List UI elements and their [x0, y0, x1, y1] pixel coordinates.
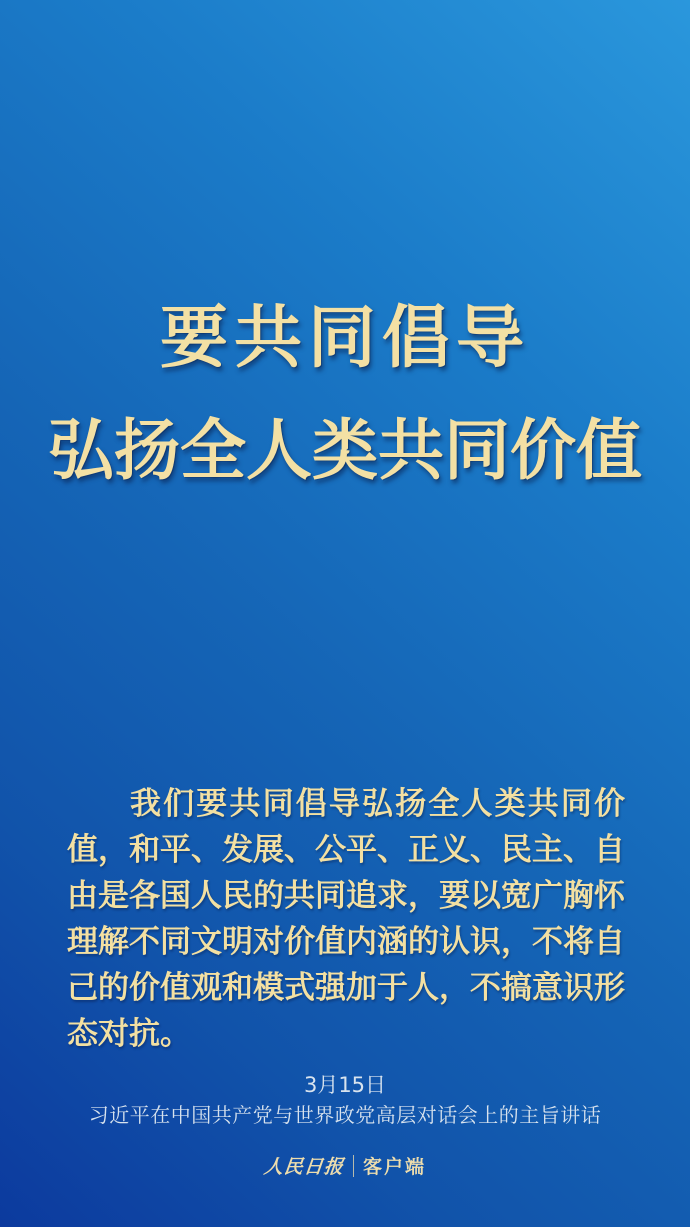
- quote-line: 值，和平、发展、公平、正义、民主、自: [67, 832, 625, 868]
- title-line-1: 要共同倡导: [159, 298, 530, 378]
- quote-paragraph: [67, 781, 625, 1057]
- title-line-2: 弘扬全人类共同价值: [48, 411, 642, 489]
- quote-line: 理解不同文明对价值内涵的认识，不将自: [67, 924, 625, 960]
- peoples-daily-logo: [0, 1152, 690, 1179]
- quote-line: 态对抗。: [67, 1016, 191, 1052]
- speech-attribution: 习近平在中国共产党与世界政党高层对话会上的主旨讲话: [88, 1103, 602, 1127]
- speech-date: 3月15日: [303, 1073, 387, 1097]
- quote-line: 由是各国人民的共同追求，要以宽广胸怀: [67, 878, 625, 914]
- peoples-daily-masthead-logo: 人民日报: [262, 1156, 345, 1178]
- quote-line: 己的价值观和模式强加于人，不搞意识形: [67, 970, 625, 1006]
- client-label: 客户端: [363, 1156, 427, 1178]
- poster-title: [0, 282, 690, 506]
- quote-line: 我们要共同倡导弘扬全人类共同价: [130, 786, 625, 822]
- logo-divider: [353, 1155, 354, 1177]
